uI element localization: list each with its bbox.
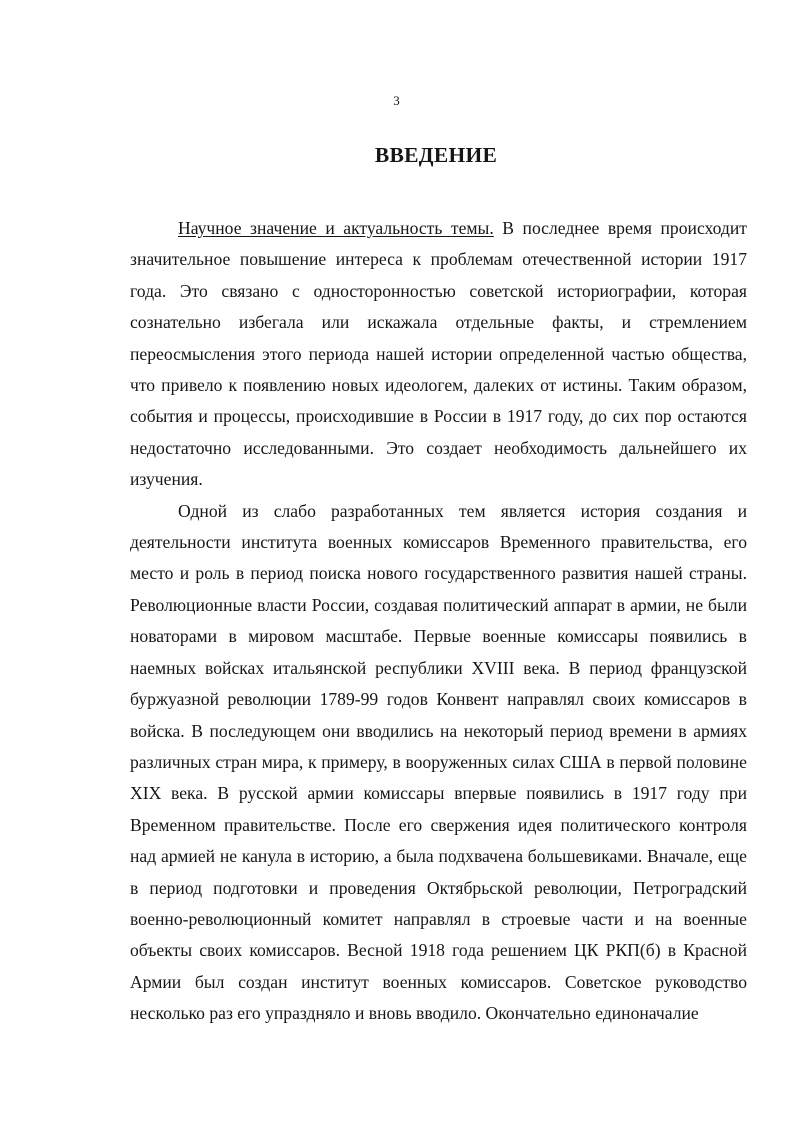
paragraph-lead-underlined: Научное значение и актуальность темы. — [178, 218, 494, 238]
page-number: 3 — [393, 93, 400, 108]
paragraph-1-text: В последнее время происходит значительное повышение интереса к проблемам отечественной истории 1917 года. Это связано с односторонностью советской историографии, которая сознательно избегала или искажала отдельные факты, и стремлением переосмысления этого периода нашей истории определенной частью общества, что привело к появлению новых идеологем, далеких от истины. Таким образом, события и процессы, происходившие в России в 1917 году, до сих пор остаются недостаточно исследованными. Это создает необходимость дальнейшего их изучения. — [130, 218, 747, 490]
paragraph-2-text: Одной из слабо разработанных тем является история создания и деятельности института военных комиссаров Временного правительства, его место и роль в период поиска нового государственного развития нашей страны. Революционные власти России, создавая политический аппарат в армии, не были новаторами в мировом масштабе. Первые военные комиссары появились в наемных войсках итальянской республики XVIII века. В период французской буржуазной революции 1789-99 годов Конвент направлял своих комиссаров в войска. В последующем они вводились на некоторый период времени в армиях различных стран мира, к примеру, в вооруженных силах США в первой половине XIX века. В русской армии комиссары впервые появились в 1917 году при Временном правительстве. После его свержения идея политического контроля над армией не канула в историю, а была подхвачена большевиками. Вначале, еще в период подготовки и проведения Октябрьской революции, Петроградский военно-революционный комитет направлял в строевые части и на военные объекты своих комиссаров. Весной 1918 года решением ЦК РКП(б) в Красной Армии был создан институт военных комиссаров. Советское руководство несколько раз его упраздняло и вновь вводило. Окончательно единоначалие — [130, 500, 747, 1024]
body-text — [130, 213, 747, 1030]
section-heading: ВВЕДЕНИЕ — [374, 143, 498, 167]
paragraph-2 — [130, 496, 747, 1030]
paragraph-1 — [130, 213, 747, 496]
